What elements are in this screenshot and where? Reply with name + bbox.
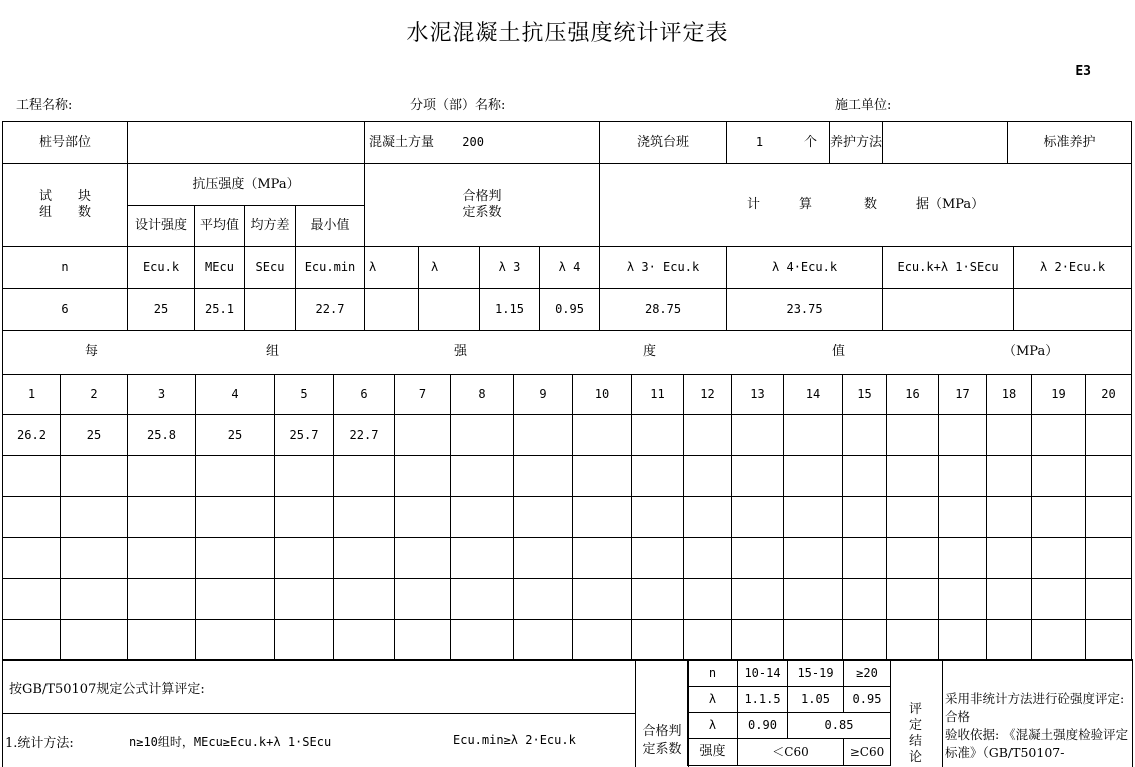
group-value (887, 415, 939, 456)
coef-lambda-value: 1.1.5 (738, 687, 788, 713)
empty-row (3, 579, 1132, 620)
conclusion-label-box (891, 660, 943, 767)
value-cell: 6 (3, 289, 128, 331)
value-cell: 1.15 (480, 289, 540, 331)
value-cell: 28.75 (600, 289, 727, 331)
each-group-char: 每 (85, 344, 99, 359)
group-value (784, 415, 843, 456)
group-index: 13 (732, 375, 784, 415)
group-value (632, 415, 684, 456)
coef-n-value: 15-19 (788, 660, 844, 687)
coef-n-value: ≥20 (844, 660, 891, 687)
std-dev-label: 均方差 (245, 206, 296, 247)
group-value: 25 (61, 415, 128, 456)
each-group-char: 强 (454, 344, 468, 359)
group-value (1086, 415, 1132, 456)
group-value (987, 415, 1032, 456)
group-value (1032, 415, 1086, 456)
group-index: 5 (275, 375, 334, 415)
value-row (3, 289, 1132, 331)
coef-label-a: 合格判 (462, 189, 502, 205)
pour-shift-unit: 个 (803, 134, 817, 150)
each-group-char: 值 (832, 344, 846, 359)
each-group-char: 度 (643, 344, 657, 359)
bottom-section (2, 659, 1133, 767)
empty-row (3, 538, 1132, 579)
each-group-unit: （MPa） (1003, 344, 1059, 359)
project-name-label: 工程名称: (16, 98, 73, 113)
concrete-volume-label: 混凝土方量 (369, 134, 435, 150)
method-label: 1.统计方法: (5, 736, 74, 751)
curing-value-text: 标准养护 (1043, 134, 1096, 150)
coef-n-label: n (688, 660, 738, 687)
value-cell: 25 (128, 289, 195, 331)
symbol-cell: Ecu.min (296, 247, 365, 289)
group-value-row (3, 415, 1132, 456)
coef-lambda2-value: 0.90 (738, 713, 788, 739)
coef-lambda2-label: λ (688, 713, 738, 739)
pile-value (128, 122, 365, 164)
group-index: 12 (684, 375, 732, 415)
group-value (939, 415, 987, 456)
symbol-cell: λ 3 (480, 247, 540, 289)
group-index: 10 (573, 375, 632, 415)
symbol-cell: λ 4·Ecu.k (727, 247, 883, 289)
group-value (843, 415, 887, 456)
group-value: 26.2 (3, 415, 61, 456)
group-index: 16 (887, 375, 939, 415)
symbol-cell: MEcu (195, 247, 245, 289)
min-value-label: 最小值 (296, 206, 365, 247)
calc-label: 计 算 数 据（MPa） (600, 164, 1132, 247)
coef-strength-value: ＜C60 (738, 739, 844, 766)
value-cell: 0.95 (540, 289, 600, 331)
condition-1: n≥10组时，MEcu≥Ecu.k+λ 1·SEcu (129, 735, 332, 749)
group-index: 11 (632, 375, 684, 415)
symbol-cell: Ecu.k+λ 1·SEcu (883, 247, 1014, 289)
group-index: 6 (334, 375, 395, 415)
conclusion-text: 采用非统计方法进行砼强度评定: 合格 验收依据: 《混凝土强度检验评定标准》（GB/T50107- (945, 691, 1129, 760)
coef-lambda-value: 0.95 (844, 687, 891, 713)
average-value-label: 平均值 (195, 206, 245, 247)
group-index: 20 (1086, 375, 1132, 415)
group-index: 9 (514, 375, 573, 415)
form-code: E3 (1075, 64, 1091, 79)
group-index-row (3, 375, 1132, 415)
empty-row (3, 620, 1132, 661)
group-index: 3 (128, 375, 196, 415)
subproject-label: 分项（部）名称: (410, 98, 506, 113)
each-group-char: 组 (266, 344, 280, 359)
group-value (514, 415, 573, 456)
symbol-cell: n (3, 247, 128, 289)
groups-label-b: 组 数 (38, 205, 91, 220)
value-cell (245, 289, 296, 331)
empty-row (3, 497, 1132, 538)
concrete-volume (365, 122, 600, 164)
group-value: 25.8 (128, 415, 196, 456)
value-cell (365, 289, 419, 331)
group-strength-table (2, 330, 1132, 661)
coef-lambda-label: λ (688, 687, 738, 713)
group-index: 14 (784, 375, 843, 415)
design-strength-label: 设计强度 (128, 206, 195, 247)
condition-2: Ecu.min≥λ 2·Ecu.k (453, 733, 576, 747)
pour-shift-label: 浇筑台班 (600, 122, 727, 164)
symbol-row (3, 247, 1132, 289)
pour-shift (727, 122, 883, 164)
concrete-volume-value: 200 (462, 134, 484, 149)
coef-label (365, 164, 600, 247)
group-index: 19 (1032, 375, 1086, 415)
group-value (451, 415, 514, 456)
symbol-cell: λ 2·Ecu.k (1014, 247, 1132, 289)
coef-strength-value: ≥C60 (844, 739, 891, 766)
formula-label: 按GB/T50107规定公式计算评定: (9, 682, 205, 697)
value-cell (883, 289, 1014, 331)
group-value (395, 415, 451, 456)
group-value (573, 415, 632, 456)
group-value (732, 415, 784, 456)
group-index: 15 (843, 375, 887, 415)
group-index: 18 (987, 375, 1032, 415)
group-value: 25.7 (275, 415, 334, 456)
coef-label-b: 定系数 (462, 205, 502, 220)
symbol-cell: λ (419, 247, 480, 289)
curing-value (883, 122, 1132, 164)
symbol-cell: λ 4 (540, 247, 600, 289)
each-group-label (3, 331, 1132, 375)
group-index: 17 (939, 375, 987, 415)
groups-label-a: 试 块 (38, 189, 91, 205)
symbol-cell: Ecu.k (128, 247, 195, 289)
summary-table (2, 121, 1132, 331)
group-value: 22.7 (334, 415, 395, 456)
group-index: 7 (395, 375, 451, 415)
pile-label: 桩号部位 (3, 122, 128, 164)
each-group-header (3, 331, 1132, 375)
group-value (684, 415, 732, 456)
pour-shift-value: 1 (755, 135, 764, 150)
symbol-cell: SEcu (245, 247, 296, 289)
conclusion-label: 评定结论 (909, 702, 923, 765)
coef-lambda-value: 1.05 (788, 687, 844, 713)
construction-unit-label: 施工单位: (835, 98, 892, 113)
symbol-cell: λ (365, 247, 419, 289)
group-index: 2 (61, 375, 128, 415)
value-cell (1014, 289, 1132, 331)
groups-label (3, 164, 128, 247)
symbol-cell: λ 3· Ecu.k (600, 247, 727, 289)
coef-n-value: 10-14 (738, 660, 788, 687)
bottom-coef-label-b: 定系数 (642, 742, 682, 757)
strength-label: 抗压强度（MPa） (128, 164, 365, 206)
value-cell: 23.75 (727, 289, 883, 331)
value-cell: 25.1 (195, 289, 245, 331)
group-value: 25 (196, 415, 275, 456)
empty-row (3, 456, 1132, 497)
coef-strength-label: 强度 (688, 739, 738, 766)
bottom-coef-label-a: 合格判 (642, 724, 682, 739)
value-cell: 22.7 (296, 289, 365, 331)
group-index: 4 (196, 375, 275, 415)
bottom-coef-label (636, 660, 689, 767)
group-index: 8 (451, 375, 514, 415)
value-cell (419, 289, 480, 331)
page-title: 水泥混凝土抗压强度统计评定表 (406, 21, 729, 46)
curing-label: 养护方法 (829, 122, 882, 163)
group-index: 1 (3, 375, 61, 415)
coef-lambda2-value: 0.85 (788, 713, 891, 739)
coef-table (687, 659, 891, 766)
